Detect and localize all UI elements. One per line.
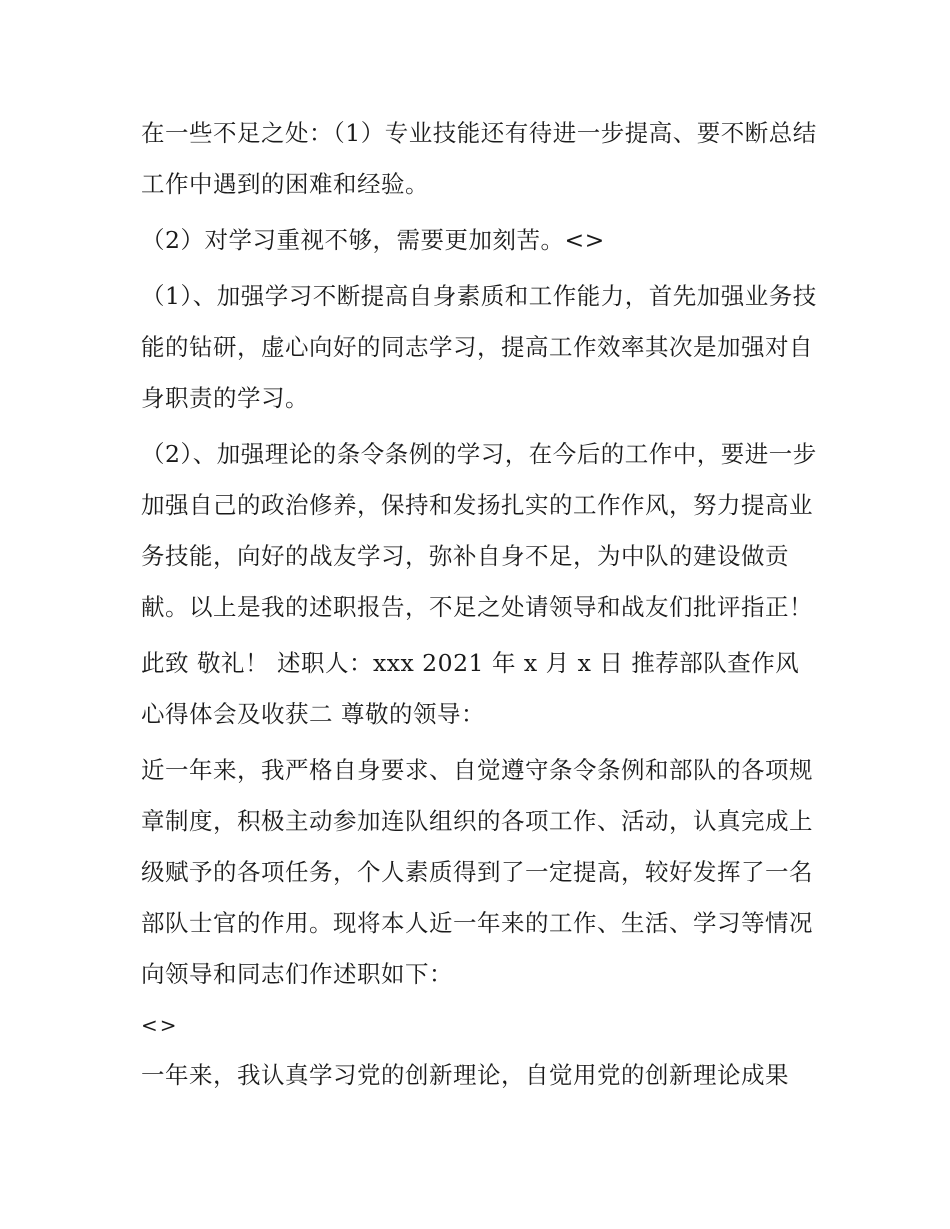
paragraph-year-summary: 近一年来，我严格自身要求、自觉遵守条令条例和部队的各项规章制度，积极主动参加连队组织的各项工作、活动，认真完成上级赋予的各项任务，个人素质得到了一定提高，较好发挥了一名部队士官的作用。现将本人近一年来的工作、生活、学习等情况向领导和同志们作述职如下： <box>141 756 813 988</box>
paragraph-shortcomings: 在一些不足之处：（1）专业技能还有待进一步提高、要不断总结工作中遇到的困难和经验。 <box>141 119 817 198</box>
paragraph-study-emphasis: （2）对学习重视不够，需要更加刻苦。<> <box>141 226 605 254</box>
paragraph-placeholder-symbol: <> <box>141 1013 179 1037</box>
paragraph-closing-salutation: 此致 敬礼！ 述职人：xxx 2021 年 x 月 x 日 推荐部队查作风心得体会及收获二 尊敬的领导： <box>141 649 800 728</box>
paragraph-party-theory: 一年来，我认真学习党的创新理论，自觉用党的创新理论成果 <box>141 1061 789 1089</box>
paragraph-improve-learning: （1）、加强学习不断提高自身素质和工作能力，首先加强业务技能的钻研，虚心向好的同志学习，提高工作效率其次是加强对自身职责的学习。 <box>141 282 817 412</box>
document-body <box>141 108 821 1106</box>
paragraph-theory-study: （2）、加强理论的条令条例的学习，在今后的工作中，要进一步加强自己的政治修养，保持和发扬扎实的工作作风，努力提高业务技能，向好的战友学习，弥补自身不足，为中队的建设做贡献。以上是我的述职报告，不足之处请领导和战友们批评指正！ <box>141 440 817 621</box>
